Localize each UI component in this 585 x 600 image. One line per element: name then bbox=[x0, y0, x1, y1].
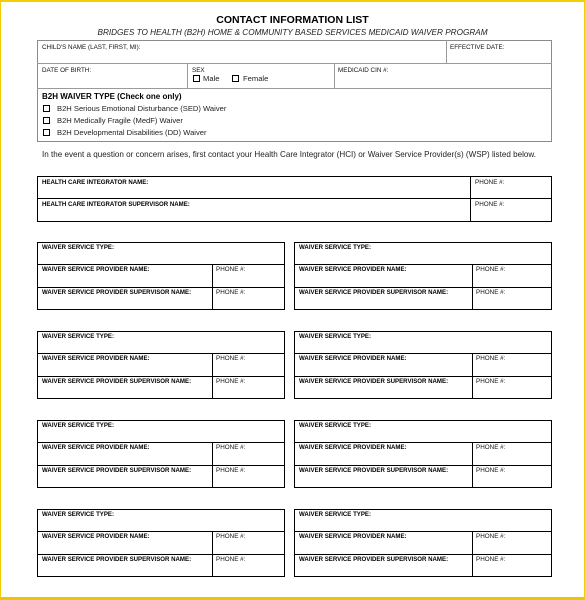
divider bbox=[472, 531, 473, 577]
waiver-provider-phone-field[interactable]: PHONE #: bbox=[216, 444, 246, 451]
waiver-provider-name-field[interactable]: WAIVER SERVICE PROVIDER NAME: bbox=[299, 533, 407, 540]
waiver-provider-phone-field[interactable]: PHONE #: bbox=[216, 355, 246, 362]
waiver-service-type-field[interactable]: WAIVER SERVICE TYPE: bbox=[42, 511, 115, 518]
waiver-block-6 bbox=[294, 420, 552, 488]
waiver-supervisor-phone-field[interactable]: PHONE #: bbox=[476, 467, 506, 474]
waiver-supervisor-phone-field[interactable]: PHONE #: bbox=[476, 289, 506, 296]
waiver-service-type-field[interactable]: WAIVER SERVICE TYPE: bbox=[42, 244, 115, 251]
date-of-birth-field[interactable]: DATE OF BIRTH: bbox=[42, 67, 92, 74]
waiver-provider-phone-field[interactable]: PHONE #: bbox=[476, 444, 506, 451]
divider bbox=[294, 353, 552, 354]
divider bbox=[212, 264, 213, 310]
waiver-block-8 bbox=[294, 509, 552, 577]
waiver-provider-name-field[interactable]: WAIVER SERVICE PROVIDER NAME: bbox=[299, 355, 407, 362]
divider bbox=[37, 554, 285, 555]
waiver-supervisor-phone-field[interactable]: PHONE #: bbox=[216, 289, 246, 296]
dd-waiver-checkbox[interactable] bbox=[43, 129, 50, 136]
waiver-provider-name-field[interactable]: WAIVER SERVICE PROVIDER NAME: bbox=[42, 355, 150, 362]
waiver-service-type-field[interactable]: WAIVER SERVICE TYPE: bbox=[42, 333, 115, 340]
waiver-provider-name-field[interactable]: WAIVER SERVICE PROVIDER NAME: bbox=[42, 266, 150, 273]
waiver-supervisor-phone-field[interactable]: PHONE #: bbox=[216, 467, 246, 474]
divider bbox=[212, 531, 213, 577]
female-checkbox[interactable] bbox=[232, 75, 239, 82]
waiver-provider-name-field[interactable]: WAIVER SERVICE PROVIDER NAME: bbox=[299, 444, 407, 451]
waiver-service-type-field[interactable]: WAIVER SERVICE TYPE: bbox=[299, 422, 372, 429]
hci-name-field[interactable]: HEALTH CARE INTEGRATOR NAME: bbox=[42, 179, 149, 186]
sex-label: SEX bbox=[192, 67, 205, 74]
waiver-supervisor-name-field[interactable]: WAIVER SERVICE PROVIDER SUPERVISOR NAME: bbox=[42, 378, 192, 385]
female-label: Female bbox=[243, 74, 269, 83]
waiver-block-3 bbox=[37, 331, 285, 399]
page-subtitle: BRIDGES TO HEALTH (B2H) HOME & COMMUNITY BASED SERVICES MEDICAID WAIVER PROGRAM bbox=[97, 28, 488, 37]
divider bbox=[37, 353, 285, 354]
waiver-service-type-field[interactable]: WAIVER SERVICE TYPE: bbox=[299, 333, 372, 340]
medf-waiver-label: B2H Medically Fragile (MedF) Waiver bbox=[57, 116, 183, 125]
divider bbox=[294, 264, 552, 265]
divider bbox=[472, 442, 473, 488]
waiver-provider-phone-field[interactable]: PHONE #: bbox=[476, 533, 506, 540]
waiver-provider-name-field[interactable]: WAIVER SERVICE PROVIDER NAME: bbox=[299, 266, 407, 273]
waiver-provider-name-field[interactable]: WAIVER SERVICE PROVIDER NAME: bbox=[42, 533, 150, 540]
waiver-provider-phone-field[interactable]: PHONE #: bbox=[216, 533, 246, 540]
male-checkbox[interactable] bbox=[193, 75, 200, 82]
waiver-supervisor-name-field[interactable]: WAIVER SERVICE PROVIDER SUPERVISOR NAME: bbox=[299, 378, 449, 385]
childs-name-field[interactable]: CHILD'S NAME (LAST, FIRST, MI): bbox=[42, 44, 141, 51]
waiver-supervisor-name-field[interactable]: WAIVER SERVICE PROVIDER SUPERVISOR NAME: bbox=[42, 289, 192, 296]
waiver-supervisor-phone-field[interactable]: PHONE #: bbox=[476, 556, 506, 563]
waiver-service-type-field[interactable]: WAIVER SERVICE TYPE: bbox=[299, 244, 372, 251]
waiver-supervisor-name-field[interactable]: WAIVER SERVICE PROVIDER SUPERVISOR NAME: bbox=[299, 289, 449, 296]
waiver-supervisor-name-field[interactable]: WAIVER SERVICE PROVIDER SUPERVISOR NAME: bbox=[42, 467, 192, 474]
divider bbox=[294, 531, 552, 532]
waiver-service-type-field[interactable]: WAIVER SERVICE TYPE: bbox=[299, 511, 372, 518]
waiver-provider-phone-field[interactable]: PHONE #: bbox=[476, 266, 506, 273]
divider bbox=[37, 287, 285, 288]
waiver-block-4 bbox=[294, 331, 552, 399]
sed-waiver-label: B2H Serious Emotional Disturbance (SED) Waiver bbox=[57, 104, 227, 113]
waiver-supervisor-name-field[interactable]: WAIVER SERVICE PROVIDER SUPERVISOR NAME: bbox=[42, 556, 192, 563]
instructions-text: In the event a question or concern arises, first contact your Health Care Integrator (HCI) or Waiver Service Provider(s) (WSP) listed below. bbox=[42, 150, 537, 159]
medicaid-cin-field[interactable]: MEDICAID CIN #: bbox=[338, 67, 389, 74]
divider bbox=[472, 353, 473, 399]
waiver-supervisor-name-field[interactable]: WAIVER SERVICE PROVIDER SUPERVISOR NAME: bbox=[299, 467, 449, 474]
divider bbox=[294, 554, 552, 555]
waiver-block-2 bbox=[294, 242, 552, 310]
divider bbox=[37, 465, 285, 466]
waiver-type-heading: B2H WAIVER TYPE (Check one only) bbox=[42, 92, 182, 101]
waiver-block-5 bbox=[37, 420, 285, 488]
medf-waiver-checkbox[interactable] bbox=[43, 117, 50, 124]
waiver-supervisor-name-field[interactable]: WAIVER SERVICE PROVIDER SUPERVISOR NAME: bbox=[299, 556, 449, 563]
divider bbox=[37, 264, 285, 265]
divider bbox=[37, 442, 285, 443]
divider bbox=[294, 465, 552, 466]
divider bbox=[472, 264, 473, 310]
waiver-block-7 bbox=[37, 509, 285, 577]
male-label: Male bbox=[203, 74, 220, 83]
waiver-provider-name-field[interactable]: WAIVER SERVICE PROVIDER NAME: bbox=[42, 444, 150, 451]
page-title: CONTACT INFORMATION LIST bbox=[216, 14, 369, 26]
waiver-provider-phone-field[interactable]: PHONE #: bbox=[216, 266, 246, 273]
waiver-supervisor-phone-field[interactable]: PHONE #: bbox=[216, 556, 246, 563]
divider bbox=[212, 353, 213, 399]
divider bbox=[294, 442, 552, 443]
hci-phone-field[interactable]: PHONE #: bbox=[475, 179, 505, 186]
divider bbox=[212, 442, 213, 488]
waiver-provider-phone-field[interactable]: PHONE #: bbox=[476, 355, 506, 362]
divider bbox=[294, 287, 552, 288]
hci-supervisor-field[interactable]: HEALTH CARE INTEGRATOR SUPERVISOR NAME: bbox=[42, 201, 190, 208]
waiver-block-1 bbox=[37, 242, 285, 310]
divider bbox=[37, 531, 285, 532]
waiver-supervisor-phone-field[interactable]: PHONE #: bbox=[476, 378, 506, 385]
divider bbox=[294, 376, 552, 377]
waiver-service-type-field[interactable]: WAIVER SERVICE TYPE: bbox=[42, 422, 115, 429]
waiver-supervisor-phone-field[interactable]: PHONE #: bbox=[216, 378, 246, 385]
effective-date-field[interactable]: EFFECTIVE DATE: bbox=[450, 44, 505, 51]
divider bbox=[37, 376, 285, 377]
dd-waiver-label: B2H Developmental Disabilities (DD) Waiver bbox=[57, 128, 207, 137]
hci-supervisor-phone-field[interactable]: PHONE #: bbox=[475, 201, 505, 208]
child-info-box bbox=[37, 40, 552, 142]
sed-waiver-checkbox[interactable] bbox=[43, 105, 50, 112]
